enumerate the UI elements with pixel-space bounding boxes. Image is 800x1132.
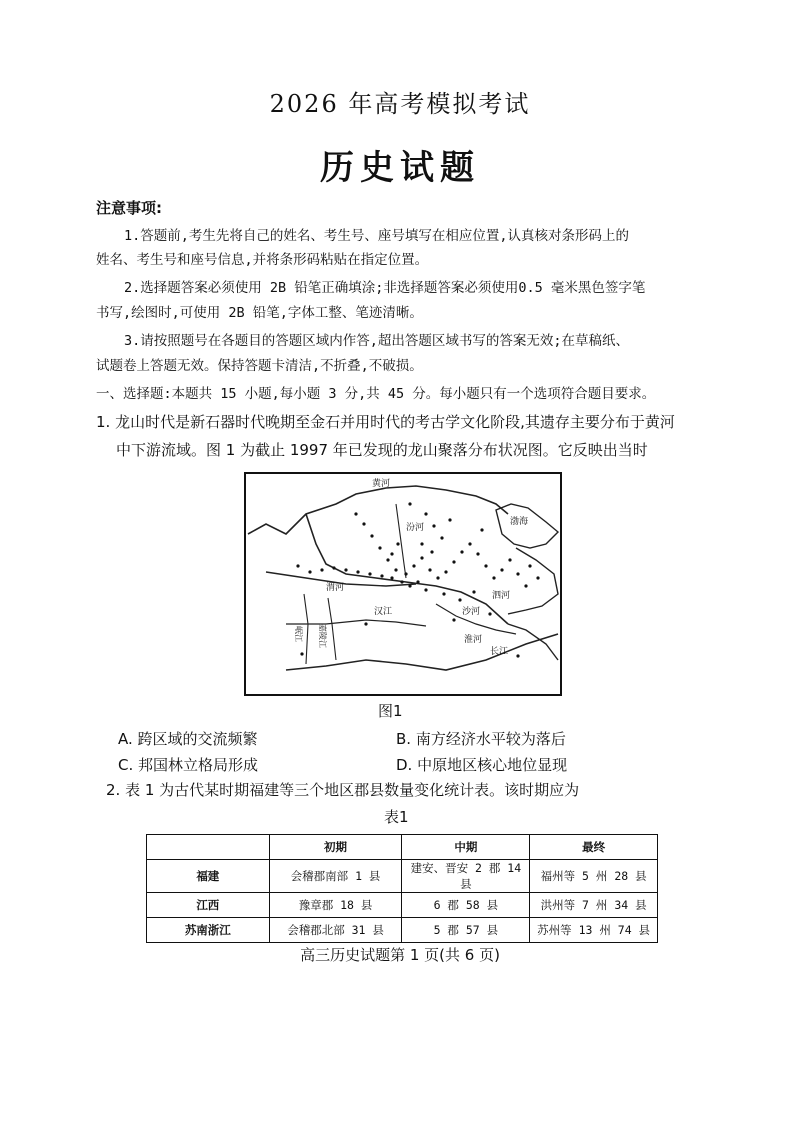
table-header-row: [147, 835, 658, 860]
map-label-weihe: 渭河: [326, 583, 345, 593]
notice-heading: 注意事项:: [96, 199, 162, 217]
settlement-dot: [320, 568, 323, 571]
settlement-dot: [500, 568, 503, 571]
table-row: [147, 860, 658, 893]
settlement-dot: [390, 576, 393, 579]
settlement-dot: [396, 542, 399, 545]
table-cell: 建安、晋安 2 郡 14 县: [402, 860, 530, 893]
subject-title: 历史试题: [320, 148, 480, 188]
settlement-dot: [452, 560, 455, 563]
map-svg: [246, 474, 560, 694]
settlement-dot: [524, 584, 527, 587]
settlement-dot: [476, 552, 479, 555]
settlement-dot: [516, 654, 519, 657]
settlement-dot: [472, 590, 475, 593]
settlement-dot: [432, 524, 435, 527]
settlement-dot: [424, 588, 427, 591]
table-cell: 福建: [147, 860, 270, 893]
settlement-dot: [420, 556, 423, 559]
settlement-dot: [378, 546, 381, 549]
river-hanjiang: [286, 620, 426, 626]
settlement-dot: [394, 568, 397, 571]
notice-item-2-line-2: 书写,绘图时,可使用 2B 铅笔,字体工整、笔迹清晰。: [96, 305, 423, 321]
q1-option-a[interactable]: A. 跨区域的交流频繁: [118, 730, 258, 748]
river-minjiang: [304, 594, 308, 664]
river-jialingjiang: [328, 598, 336, 660]
settlement-dot: [368, 572, 371, 575]
settlement-dot: [458, 598, 461, 601]
map-label-minjiang: 岷江: [294, 626, 303, 642]
page-footer: 高三历史试题第 1 页(共 6 页): [300, 946, 500, 964]
map-label-ludong: 泗河: [492, 591, 511, 601]
settlement-dot: [424, 512, 427, 515]
settlement-dot: [430, 550, 433, 553]
settlement-dot: [380, 574, 383, 577]
table-header-cell: 最终: [530, 835, 658, 860]
settlement-dot: [364, 622, 367, 625]
shandong-coast: [508, 548, 558, 614]
settlement-dot: [386, 558, 389, 561]
settlement-dot: [404, 572, 407, 575]
settlement-dot: [308, 570, 311, 573]
settlement-dot: [412, 564, 415, 567]
settlement-dot: [416, 580, 419, 583]
table-header-cell: 中期: [402, 835, 530, 860]
q1-figure-caption: 图1: [378, 702, 403, 720]
settlement-dot: [428, 568, 431, 571]
exam-title: 2026 年高考模拟考试: [269, 90, 531, 118]
map-label-changjiang: 长江: [490, 647, 509, 657]
map-label-huanghe-top: 黄河: [372, 479, 391, 489]
table-cell: 福州等 5 州 28 县: [530, 860, 658, 893]
settlement-dot: [492, 576, 495, 579]
q1-option-b[interactable]: B. 南方经济水平较为落后: [396, 730, 566, 748]
table-cell: 豫章郡 18 县: [269, 893, 402, 918]
q1-option-c[interactable]: C. 邦国林立格局形成: [118, 756, 259, 774]
settlement-dot: [296, 564, 299, 567]
notice-item-3-line-2: 试题卷上答题无效。保持答题卡清洁,不折叠,不破损。: [96, 358, 423, 374]
settlement-dot: [528, 564, 531, 567]
settlement-dot: [344, 568, 347, 571]
settlement-dot: [370, 534, 373, 537]
q1-stem-line-2: 中下游流域。图 1 为截止 1997 年已发现的龙山聚落分布状况图。它反映出当时: [116, 441, 648, 459]
q2-table-caption: 表1: [384, 808, 409, 826]
map-label-bohai: 渤海: [510, 517, 529, 527]
table-header-cell: [147, 835, 270, 860]
q1-stem-line-1: 1. 龙山时代是新石器时代晚期至金石并用时代的考古学文化阶段,其遗存主要分布于黄河: [96, 413, 675, 431]
county-count-table: [146, 834, 658, 943]
settlement-dot: [420, 542, 423, 545]
settlement-dot: [332, 566, 335, 569]
settlement-dot: [452, 618, 455, 621]
longshan-settlement-map: [244, 472, 562, 696]
settlement-dot: [444, 570, 447, 573]
settlement-dot: [480, 528, 483, 531]
settlement-dot: [400, 580, 403, 583]
settlement-dot: [440, 536, 443, 539]
table-row: [147, 918, 658, 943]
map-label-huaihe: 淮河: [464, 635, 483, 645]
table-cell: 5 郡 57 县: [402, 918, 530, 943]
settlement-dot: [488, 612, 491, 615]
river-fenhe: [396, 504, 406, 578]
table-cell: 会稽郡北部 31 县: [269, 918, 402, 943]
notice-item-3-line-1: 3.请按照题号在各题目的答题区域内作答,超出答题区域书写的答案无效;在草稿纸、: [124, 333, 630, 349]
table-cell: 6 郡 58 县: [402, 893, 530, 918]
section-one-heading: 一、选择题:本题共 15 小题,每小题 3 分,共 45 分。每小题只有一个选项符合题目要求。: [96, 386, 656, 402]
q2-stem: 2. 表 1 为古代某时期福建等三个地区郡县数量变化统计表。该时期应为: [106, 781, 580, 799]
settlement-dot: [508, 558, 511, 561]
notice-item-1-line-2: 姓名、考生号和座号信息,并将条形码粘贴在指定位置。: [96, 252, 429, 268]
table-header-cell: 初期: [269, 835, 402, 860]
settlement-dot: [536, 576, 539, 579]
settlement-dot: [442, 592, 445, 595]
settlement-dot: [354, 512, 357, 515]
river-huanghe-north-bend: [248, 486, 508, 534]
settlement-dot: [356, 570, 359, 573]
map-label-hanjiang: 汉江: [374, 607, 393, 617]
notice-item-2-line-1: 2.选择题答案必须使用 2B 铅笔正确填涂;非选择题答案必须使用0.5 毫米黑色签字笔: [124, 280, 646, 296]
table-cell: 洪州等 7 州 34 县: [530, 893, 658, 918]
settlement-dot: [516, 572, 519, 575]
settlement-dot: [468, 542, 471, 545]
settlement-dot: [390, 552, 393, 555]
notice-item-1-line-1: 1.答题前,考生先将自己的姓名、考生号、座号填写在相应位置,认真核对条形码上的: [124, 228, 630, 244]
table-cell: 江西: [147, 893, 270, 918]
map-label-shahe: 沙河: [462, 607, 481, 617]
map-label-jialingjiang: 嘉陵江: [318, 624, 327, 648]
settlement-dot: [362, 522, 365, 525]
map-label-fenhe: 汾河: [406, 523, 425, 533]
table-cell: 会稽郡南部 1 县: [269, 860, 402, 893]
table-cell: 苏州等 13 州 74 县: [530, 918, 658, 943]
settlement-dot: [436, 576, 439, 579]
settlement-dot: [448, 518, 451, 521]
settlement-dot: [484, 564, 487, 567]
settlement-dot: [300, 652, 303, 655]
table-row: [147, 893, 658, 918]
settlement-dot: [408, 502, 411, 505]
table-cell: 苏南浙江: [147, 918, 270, 943]
settlement-dot: [460, 550, 463, 553]
settlement-dot: [408, 584, 411, 587]
q1-option-d[interactable]: D. 中原地区核心地位显现: [396, 756, 568, 774]
